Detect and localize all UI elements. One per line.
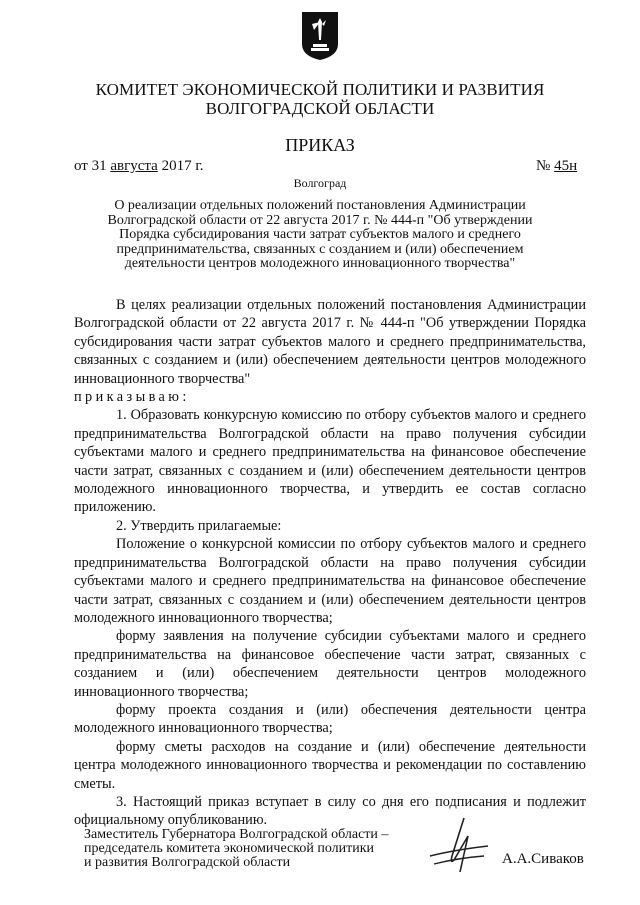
organization-name (0, 80, 640, 118)
document-number (536, 158, 577, 175)
subject-line-4: предпринимательства, связанных с созданием и (или) обеспечением (116, 241, 524, 257)
document-subject (0, 199, 640, 272)
handwritten-signature-icon (424, 816, 494, 876)
document-type: ПРИКАЗ (285, 135, 355, 155)
date-suffix: 2017 г. (161, 158, 204, 174)
preamble-paragraph: В целях реализации отдельных положений постановления Администрации Волгоградской области от 22 августа 2017 г. № 444-п "Об утверждении Порядка субсидирования части затрат субъектов малого и среднего предпринимательства, связанных с созданием и (или) обеспечением деятельности центров молодежного инновационного творчества" (74, 297, 586, 387)
item-2-project-form: форму проекта создания и (или) обеспечения деятельности центра молодежного инновационного творчества; (74, 701, 586, 737)
document-date (74, 158, 204, 175)
org-line-1: КОМИТЕТ ЭКОНОМИЧЕСКОЙ ПОЛИТИКИ И РАЗВИТИЯ (95, 80, 545, 99)
signatory-line-3: и развития Волгоградской области (84, 855, 291, 870)
signatory-name: А.А.Сиваков (502, 851, 584, 867)
item-2-estimate-form: форму сметы расходов на создание и (или) обеспечение деятельности центра молодежного инновационного творчества и рекомендации по составлению сметы. (74, 738, 586, 792)
number-value: 45н (554, 158, 578, 174)
city: Волгоград (293, 176, 347, 190)
org-line-2: ВОЛГОГРАДСКОЙ ОБЛАСТИ (205, 99, 435, 118)
number-prefix: № (536, 158, 551, 174)
item-1: 1. Образовать конкурсную комиссию по отбору субъектов малого и среднего предпринимательства Волгоградской области на право получения субсидии субъектами малого и среднего предпринимательства на финансовое обеспечение части затрат, связанных с созданием и (или) обеспечением деятельности центров молодежного инновационного творчества, и утвердить ее состав согласно приложению. (74, 407, 586, 516)
item-2-application-form: форму заявления на получение субсидии субъектами малого и среднего предпринимательства на финансовое обеспечение части затрат, связанных с созданием и (или) обеспечением деятельности центров молодежного инновационного творчества; (74, 628, 586, 700)
item-3: 3. Настоящий приказ вступает в силу со дня его подписания и подлежит официальному опубликованию. (74, 793, 586, 829)
subject-line-5: деятельности центров молодежного инновационного творчества" (124, 256, 516, 271)
signatory-position (84, 828, 388, 870)
date-prefix: от 31 (74, 158, 107, 174)
order-word: приказываю: (74, 389, 190, 406)
document-body (74, 296, 586, 830)
subject-line-3: Порядка субсидирования части затрат субъектов малого и среднего (119, 227, 521, 242)
subject-line-2: Волгоградской области от 22 августа 2017 г. № 444-п "Об утверждении (107, 212, 533, 228)
subject-line-1: О реализации отдельных положений постановления Администрации (114, 198, 526, 213)
item-2: 2. Утвердить прилагаемые: (116, 517, 282, 534)
item-2-regulation: Положение о конкурсной комиссии по отбору субъектов малого и среднего предпринимательства Волгоградской области на право получения субсидии субъектами малого и среднего предпринимательства на финансовое обеспечение части затрат, связанных с созданием и (или) обеспечением деятельности центров молодежного инновационного творчества; (74, 536, 586, 626)
signatory-line-2: председатель комитета экономической политики (84, 841, 375, 856)
volgograd-coat-of-arms-icon (300, 10, 340, 62)
signatory-line-1: Заместитель Губернатора Волгоградской области – (84, 827, 389, 842)
date-month: августа (110, 158, 158, 174)
